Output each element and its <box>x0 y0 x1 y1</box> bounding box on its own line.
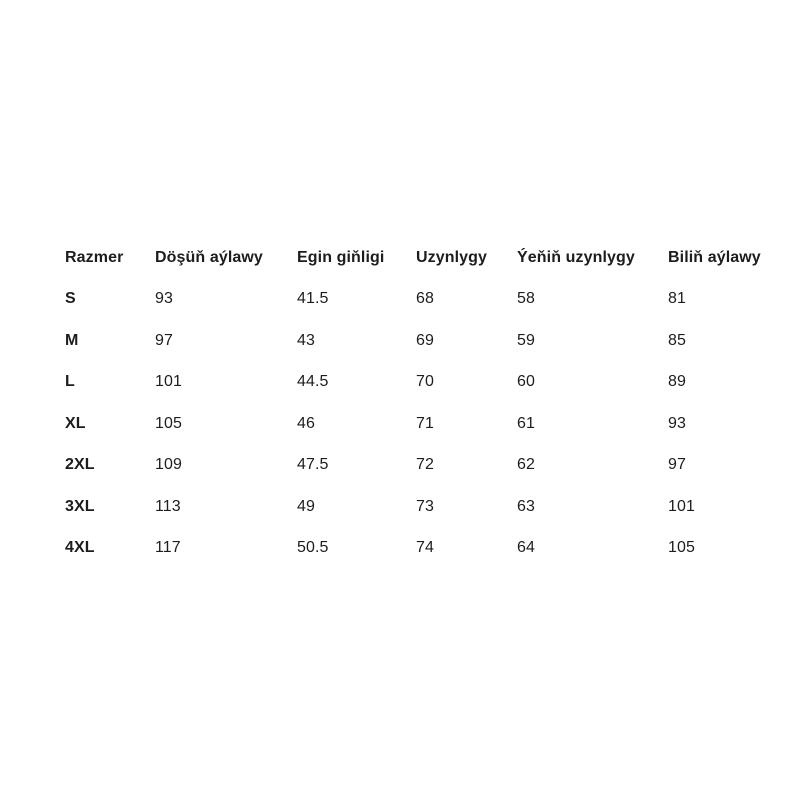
table-row-s <box>65 279 763 321</box>
cell-value: 68 <box>416 290 434 308</box>
cell-value: 71 <box>416 414 434 432</box>
cell-value: 73 <box>416 497 434 515</box>
cell-value: 105 <box>668 539 695 557</box>
cell-value: 58 <box>517 290 535 308</box>
size-chart-header <box>65 237 763 279</box>
size-chart-body <box>65 279 763 570</box>
table-row-m <box>65 320 763 362</box>
cell-value: 85 <box>668 331 686 349</box>
cell-value: 101 <box>155 373 182 391</box>
column-header-length: Uzynlygy <box>416 248 488 266</box>
cell-value: 113 <box>155 497 181 515</box>
cell-value: 117 <box>155 539 181 557</box>
table-row-l <box>65 362 763 404</box>
cell-value: 105 <box>155 414 182 432</box>
cell-value: 74 <box>416 539 434 557</box>
cell-value: 97 <box>155 331 173 349</box>
cell-value: 93 <box>155 290 173 308</box>
cell-value: 61 <box>517 414 535 432</box>
cell-value: 41.5 <box>297 290 329 308</box>
column-header-waist: Biliň aýlawy <box>668 248 761 266</box>
cell-size: 4XL <box>65 539 95 557</box>
cell-value: 69 <box>416 331 434 349</box>
cell-value: 44.5 <box>297 373 329 391</box>
cell-value: 59 <box>517 331 535 349</box>
cell-value: 43 <box>297 331 315 349</box>
cell-value: 49 <box>297 497 315 515</box>
cell-size: L <box>65 373 75 391</box>
cell-size: 2XL <box>65 456 95 474</box>
cell-value: 60 <box>517 373 535 391</box>
cell-value: 62 <box>517 456 535 474</box>
cell-value: 93 <box>668 414 686 432</box>
header-row <box>65 237 763 279</box>
cell-value: 97 <box>668 456 686 474</box>
cell-size: 3XL <box>65 497 95 515</box>
table-row-3xl <box>65 486 763 528</box>
cell-value: 70 <box>416 373 434 391</box>
cell-value: 109 <box>155 456 182 474</box>
table-row-xl <box>65 403 763 445</box>
cell-value: 72 <box>416 456 434 474</box>
cell-value: 101 <box>668 497 695 515</box>
size-chart-table <box>65 237 763 569</box>
cell-size: M <box>65 331 79 349</box>
cell-value: 47.5 <box>297 456 329 474</box>
cell-value: 46 <box>297 414 315 432</box>
cell-value: 81 <box>668 290 686 308</box>
cell-value: 63 <box>517 497 535 515</box>
table-row-4xl <box>65 528 763 570</box>
cell-size: XL <box>65 414 86 432</box>
column-header-chest: Döşüň aýlawy <box>155 248 263 266</box>
column-header-razmer: Razmer <box>65 248 124 266</box>
column-header-sleeve: Ýeňiň uzynlygy <box>517 248 635 266</box>
table-row-2xl <box>65 445 763 487</box>
column-header-shoulder: Egin giňligi <box>297 248 385 266</box>
cell-value: 64 <box>517 539 535 557</box>
cell-size: S <box>65 290 76 308</box>
cell-value: 89 <box>668 373 686 391</box>
cell-value: 50.5 <box>297 539 329 557</box>
